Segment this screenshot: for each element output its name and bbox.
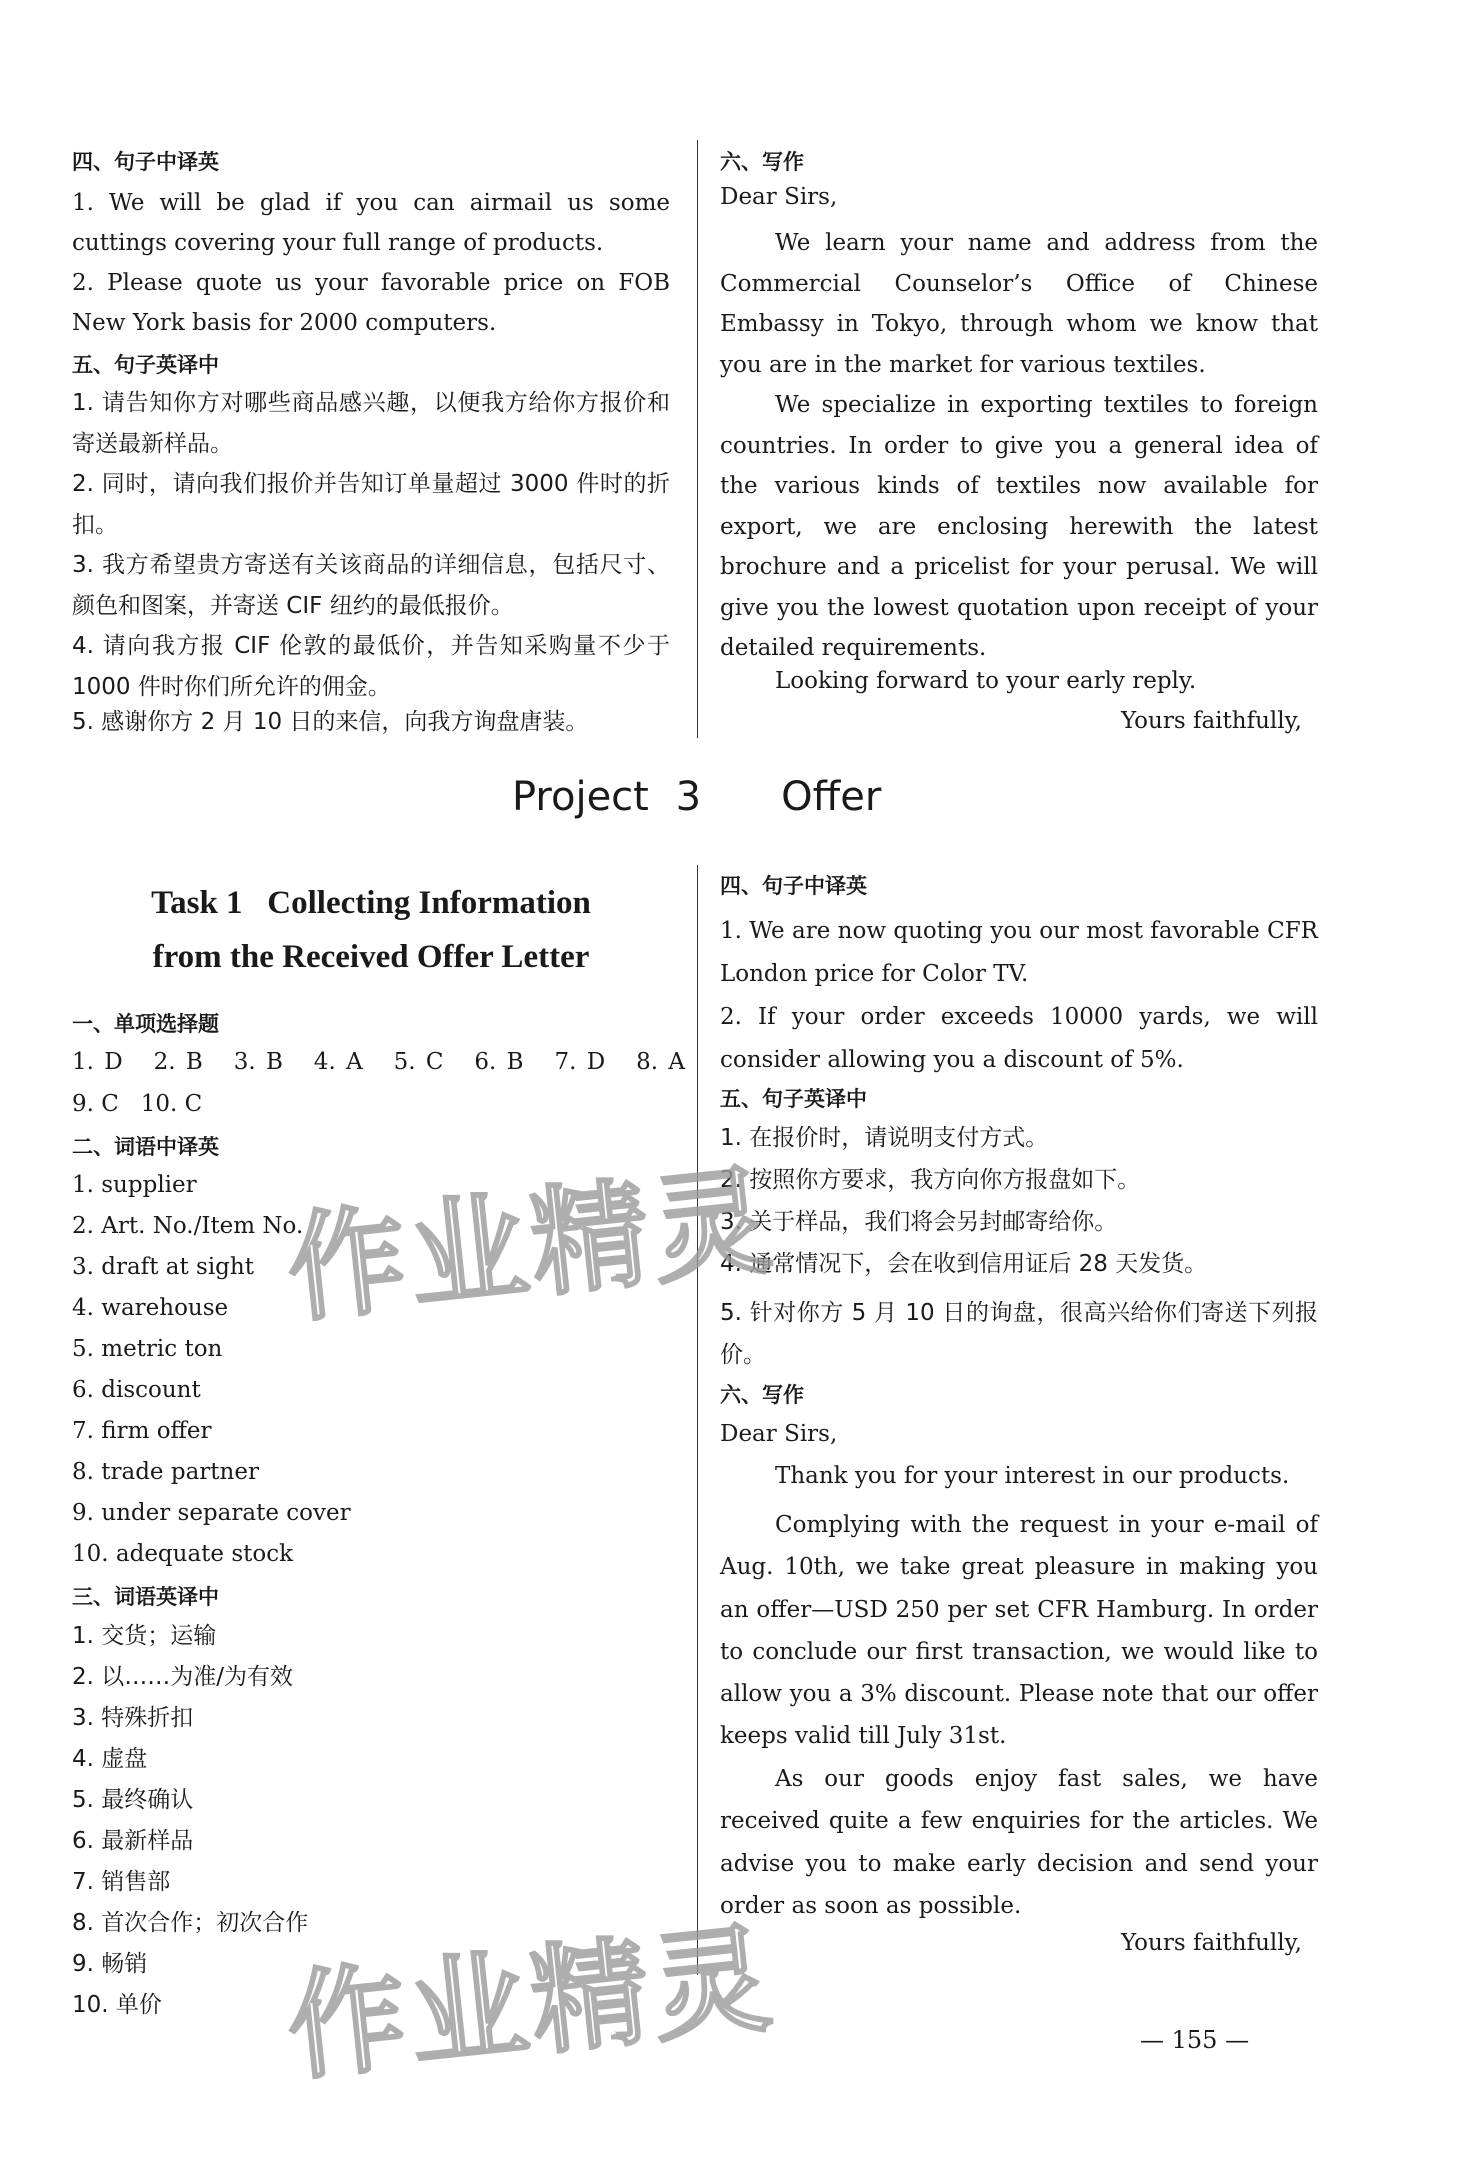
list-item: 8. trade partner xyxy=(72,1459,259,1485)
list-item: 8. 首次合作；初次合作 xyxy=(72,1910,309,1936)
letter-paragraph: Thank you for your interest in our products. xyxy=(775,1463,1290,1489)
list-item: 1. 交货；运输 xyxy=(72,1623,217,1649)
answer-item: 4. 通常情况下，会在收到信用证后 28 天发货。 xyxy=(720,1251,1208,1277)
list-item: 3. draft at sight xyxy=(72,1254,254,1280)
section-heading: 五、句子英译中 xyxy=(72,353,219,377)
letter-paragraph: As our goods enjoy fast sales, we have received quite a few enquiries for the articles. We advise you to make early decision and send your order as soon as possible. xyxy=(720,1766,1318,1919)
answer-row: 9. C 10. C xyxy=(72,1091,203,1117)
answer-item: 1. We are now quoting you our most favorable CFR London price for Color TV. xyxy=(720,918,1318,987)
list-item: 4. warehouse xyxy=(72,1295,229,1321)
list-item: 5. metric ton xyxy=(72,1336,223,1362)
letter-closing: Yours faithfully, xyxy=(1121,1930,1302,1956)
section-heading: 四、句子中译英 xyxy=(72,150,219,174)
section-heading: 五、句子英译中 xyxy=(720,1087,867,1111)
section-heading: 四、句子中译英 xyxy=(720,874,867,898)
list-item: 5. 最终确认 xyxy=(72,1787,194,1813)
list-item: 3. 特殊折扣 xyxy=(72,1705,194,1731)
task-title-line1: Task 1 Collecting Information xyxy=(151,885,591,921)
page-number: — 155 — xyxy=(1140,2026,1250,2054)
list-item: 9. 畅销 xyxy=(72,1951,148,1977)
section-heading: 一、单项选择题 xyxy=(72,1012,219,1036)
list-item: 2. 以……为准/为有效 xyxy=(72,1664,294,1690)
answer-item: 3. 我方希望贵方寄送有关该商品的详细信息，包括尺寸、颜色和图案，并寄送 CIF 纽约的最低报价。 xyxy=(72,552,670,619)
list-item: 2. Art. No./Item No. xyxy=(72,1213,304,1239)
list-item: 6. discount xyxy=(72,1377,201,1403)
answer-item: 2. 按照你方要求，我方向你方报盘如下。 xyxy=(720,1167,1141,1193)
answer-item: 4. 请向我方报 CIF 伦敦的最低价，并告知采购量不少于 1000 件时你们所允许的佣金。 xyxy=(72,633,670,700)
letter-salutation: Dear Sirs, xyxy=(720,1421,838,1447)
project-title: Project 3 Offer xyxy=(512,774,882,820)
watermark-logo: 作业精灵 xyxy=(281,1150,781,1340)
answer-item: 2. 同时，请向我们报价并告知订单量超过 3000 件时的折扣。 xyxy=(72,471,670,538)
letter-paragraph: We learn your name and address from the Commercial Counselor’s Office of Chinese Embassy in Tokyo, through whom we know that you are in the market for various textiles. xyxy=(720,230,1318,378)
answer-item: 5. 针对你方 5 月 10 日的询盘，很高兴给你们寄送下列报价。 xyxy=(720,1300,1318,1368)
list-item: 7. firm offer xyxy=(72,1418,212,1444)
letter-salutation: Dear Sirs, xyxy=(720,184,838,210)
list-item: 9. under separate cover xyxy=(72,1500,351,1526)
section-heading: 六、写作 xyxy=(720,1383,804,1407)
section-heading: 三、词语英译中 xyxy=(72,1585,219,1609)
watermark-logo: 作业精灵 xyxy=(281,1908,781,2098)
section-heading: 六、写作 xyxy=(720,150,804,174)
letter-paragraph: Complying with the request in your e-mail of Aug. 10th, we take great pleasure in making you an offer—USD 250 per set CFR Hamburg. In order to conclude our first transaction, we would like to allow you a 3% discount. Please note that our offer keeps valid till July 31st. xyxy=(720,1512,1318,1750)
letter-paragraph: We specialize in exporting textiles to foreign countries. In order to give you a general idea of the various kinds of textiles now available for export, we are enclosing herewith the latest brochure and a pricelist for your perusal. We will give you the lowest quotation upon receipt of your detailed requirements. xyxy=(720,392,1318,661)
answer-item: 1. 请告知你方对哪些商品感兴趣，以便我方给你方报价和寄送最新样品。 xyxy=(72,390,670,457)
task-title-line2: from the Received Offer Letter xyxy=(152,939,590,975)
task-title xyxy=(72,876,670,984)
letter-closing: Yours faithfully, xyxy=(1121,708,1302,734)
section-heading: 二、词语中译英 xyxy=(72,1135,219,1159)
list-item: 6. 最新样品 xyxy=(72,1828,194,1854)
column-divider-top xyxy=(697,140,698,738)
answer-item: 1. 在报价时，请说明支付方式。 xyxy=(720,1125,1049,1151)
list-item: 1. supplier xyxy=(72,1172,197,1198)
list-item: 10. 单价 xyxy=(72,1992,162,2018)
answer-item: 2. Please quote us your favorable price on FOB New York basis for 2000 computers. xyxy=(72,270,670,336)
list-item: 10. adequate stock xyxy=(72,1541,294,1567)
answer-row: 1. D 2. B 3. B 4. A 5. C 6. B 7. D 8. A xyxy=(72,1049,685,1075)
answer-item: 3. 关于样品，我们将会另封邮寄给你。 xyxy=(720,1209,1118,1235)
list-item: 4. 虚盘 xyxy=(72,1746,148,1772)
answer-item: 5. 感谢你方 2 月 10 日的来信，向我方询盘唐装。 xyxy=(72,709,589,735)
answer-item: 2. If your order exceeds 10000 yards, we will consider allowing you a discount of 5%. xyxy=(720,1004,1318,1073)
answer-item: 1. We will be glad if you can airmail us some cuttings covering your full range of products. xyxy=(72,190,670,256)
letter-paragraph: Looking forward to your early reply. xyxy=(775,668,1197,694)
list-item: 7. 销售部 xyxy=(72,1869,171,1895)
column-divider-bottom xyxy=(697,865,698,1975)
